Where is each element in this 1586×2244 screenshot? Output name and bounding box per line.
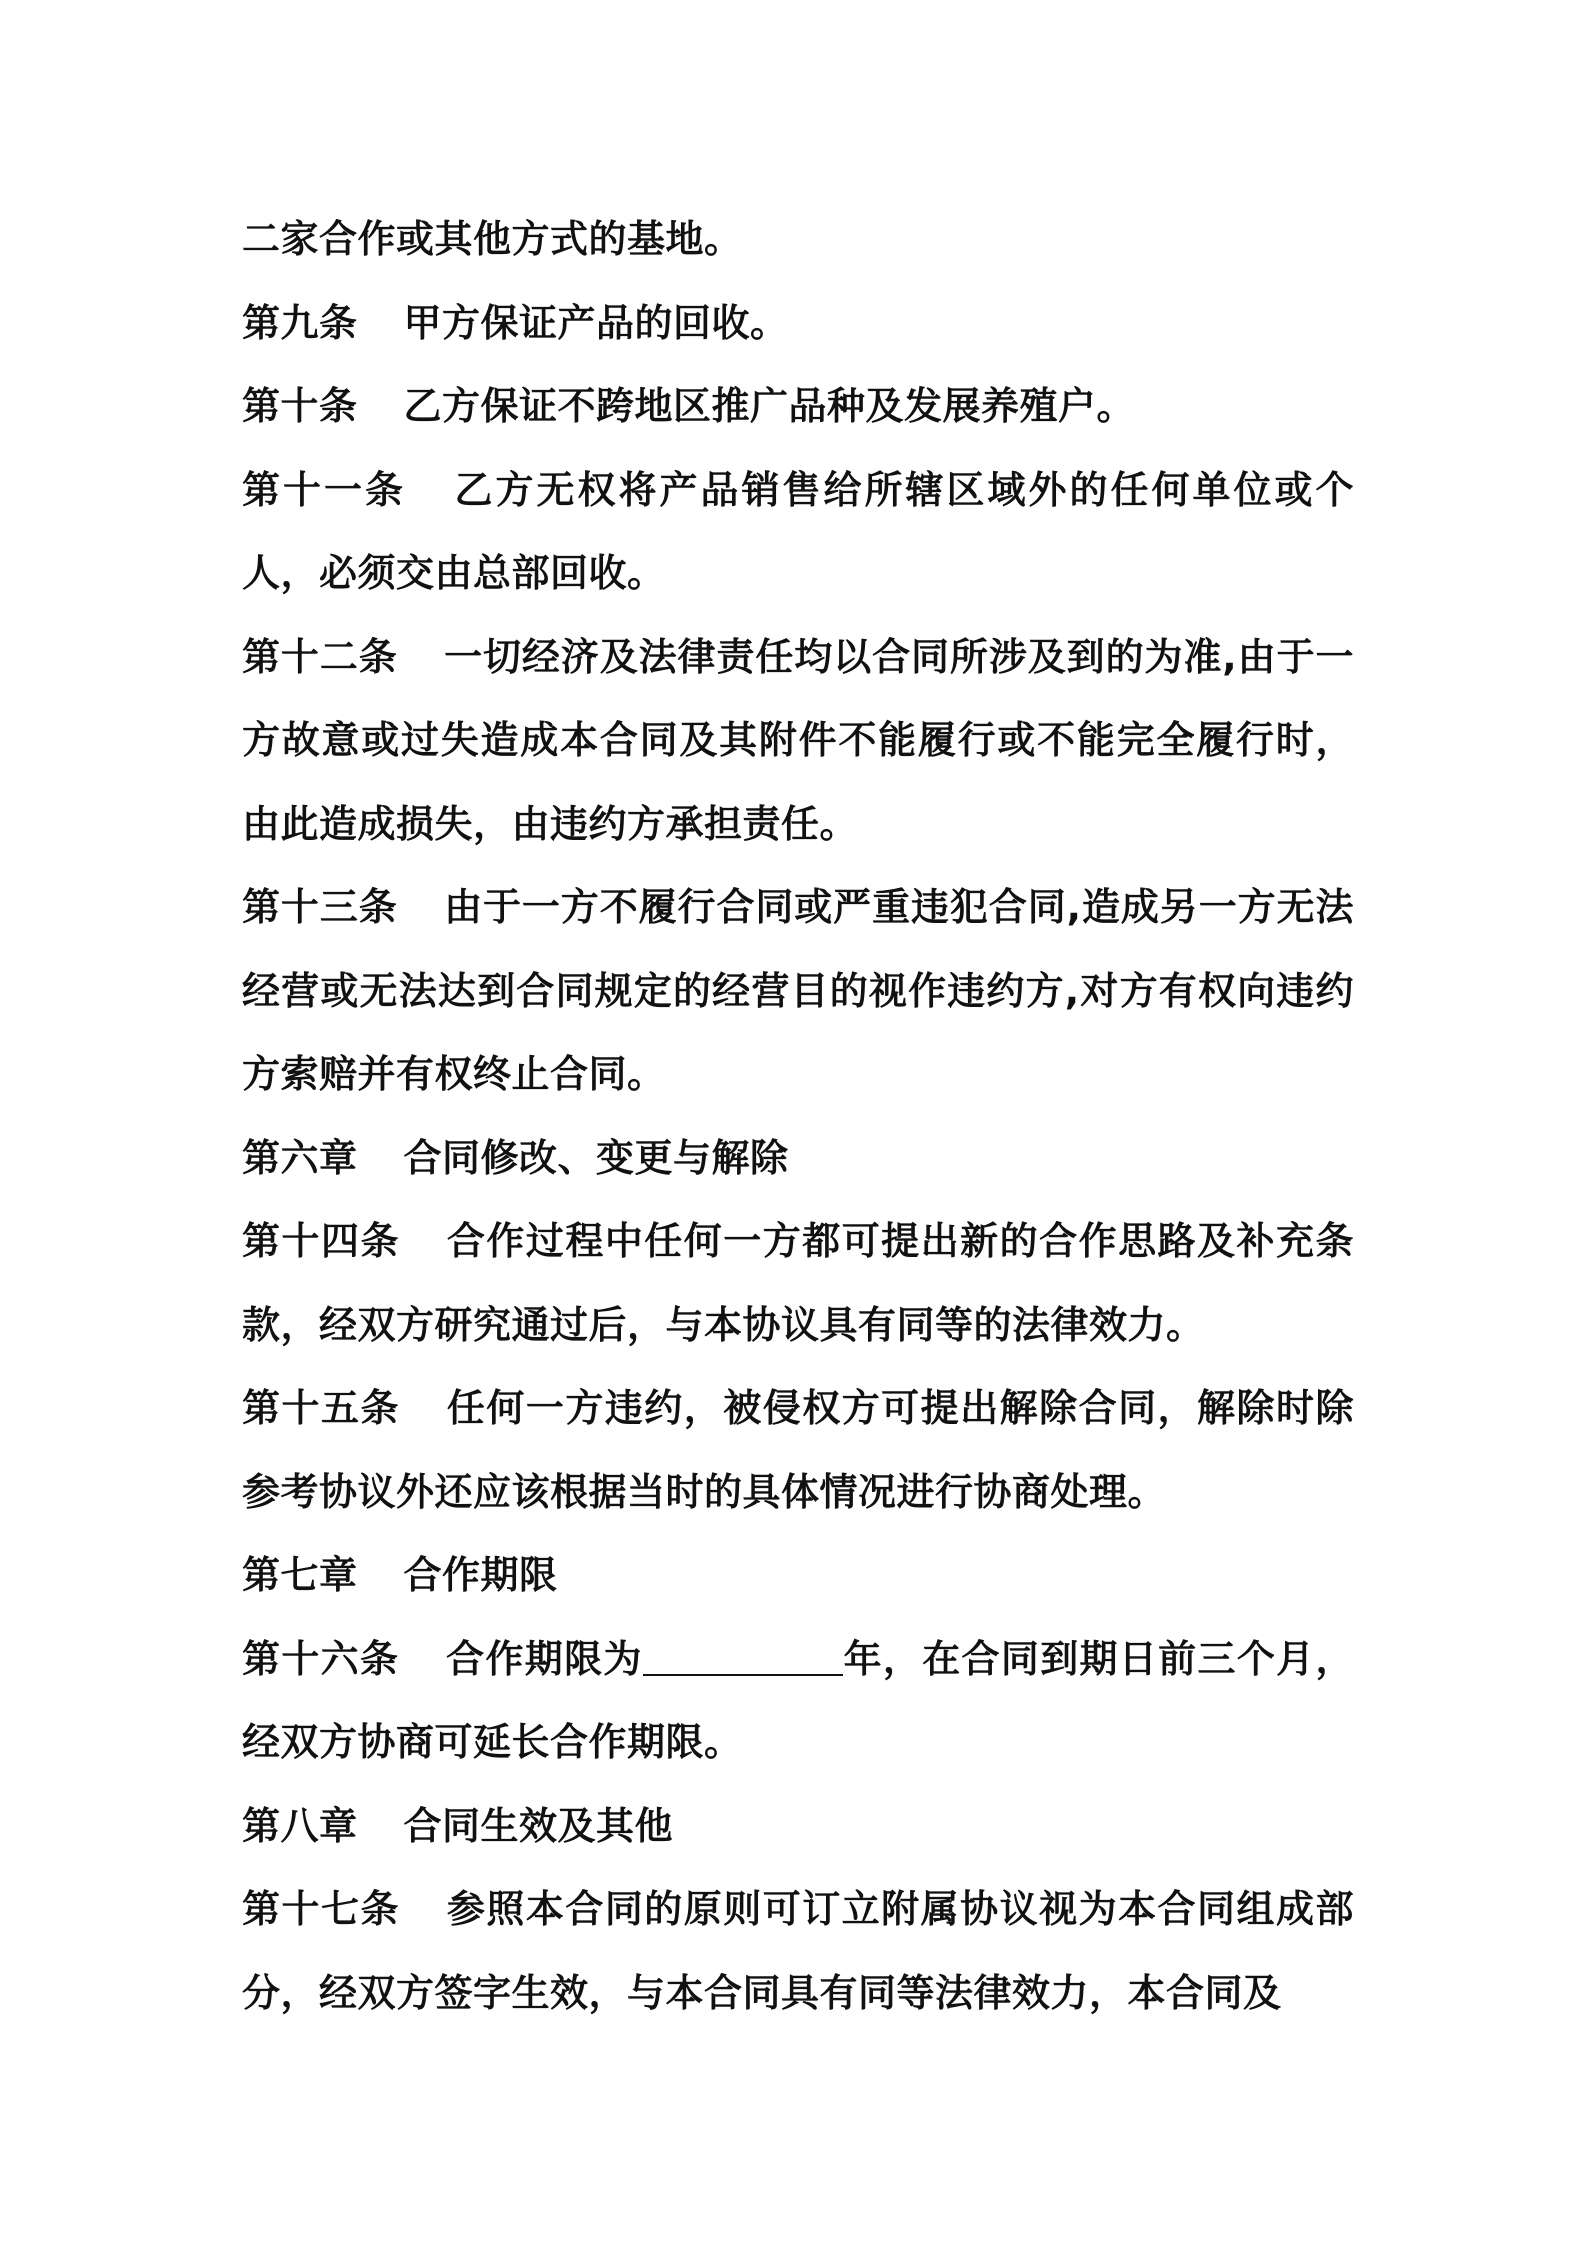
article-label: 第十四条 <box>242 1219 400 1263</box>
article-text: 乙方无权将产品销售给所辖区域外的任何单位或个人，必须交由总部回收。 <box>242 467 1354 595</box>
article-label: 第十六条 <box>242 1636 400 1681</box>
chapter-label: 第七章 <box>242 1553 358 1597</box>
article-text: 甲方保证产品的回收。 <box>403 300 789 345</box>
chapter-title: 合同修改、变更与解除 <box>403 1135 789 1180</box>
chapter-label: 第八章 <box>242 1803 358 1848</box>
article-text: 乙方保证不跨地区推广品种及发展养殖户。 <box>403 384 1136 428</box>
chapter-8-heading <box>242 1785 1354 1869</box>
article-9 <box>242 282 1354 366</box>
paragraph-continuation <box>242 198 1354 282</box>
article-11 <box>242 449 1354 616</box>
article-17 <box>242 1868 1354 2035</box>
chapter-label: 第六章 <box>242 1135 358 1180</box>
chapter-6-heading <box>242 1117 1354 1201</box>
article-label: 第十三条 <box>242 885 398 929</box>
paragraph-text: 二家合作或其他方式的基地。 <box>242 217 743 261</box>
article-13 <box>242 866 1354 1117</box>
fill-in-blank-years[interactable] <box>643 1640 843 1676</box>
article-15 <box>242 1367 1354 1534</box>
article-10 <box>242 365 1354 449</box>
article-16 <box>242 1618 1354 1785</box>
article-label: 第十二条 <box>242 634 398 679</box>
article-label: 第十一条 <box>242 467 406 512</box>
article-text: 由于一方不履行合同或严重违犯合同,造成另一方无法经营或无法达到合同规定的经营目的视作违约方,对方有权向违约方索赔并有权终止合同。 <box>242 885 1354 1096</box>
chapter-title: 合作期限 <box>403 1553 558 1597</box>
article-label: 第十五条 <box>242 1386 400 1430</box>
article-label: 第十七条 <box>242 1887 400 1931</box>
article-text-before: 合作期限为 <box>445 1636 643 1681</box>
article-text: 任何一方违约，被侵权方可提出解除合同，解除时除参考协议外还应该根据当时的具体情况进行协商处理。 <box>242 1386 1354 1514</box>
article-14 <box>242 1200 1354 1367</box>
document-body <box>242 198 1354 2035</box>
article-text: 合作过程中任何一方都可提出新的合作思路及补充条款，经双方研究通过后，与本协议具有同等的法律效力。 <box>242 1219 1354 1347</box>
article-text: 一切经济及法律责任均以合同所涉及到的为准,由于一方故意或过失造成本合同及其附件不能履行或不能完全履行时，由此造成损失，由违约方承担责任。 <box>242 634 1354 846</box>
article-label: 第十条 <box>242 384 358 428</box>
article-text: 参照本合同的原则可订立附属协议视为本合同组成部分，经双方签字生效，与本合同具有同等法律效力，本合同及 <box>242 1887 1354 2015</box>
chapter-7-heading <box>242 1534 1354 1618</box>
article-text-after: 年，在合同到期日前三个月，经双方协商可延长合作期限。 <box>242 1636 1354 1764</box>
article-label: 第九条 <box>242 300 358 345</box>
chapter-title: 合同生效及其他 <box>403 1803 674 1848</box>
article-12 <box>242 616 1354 867</box>
